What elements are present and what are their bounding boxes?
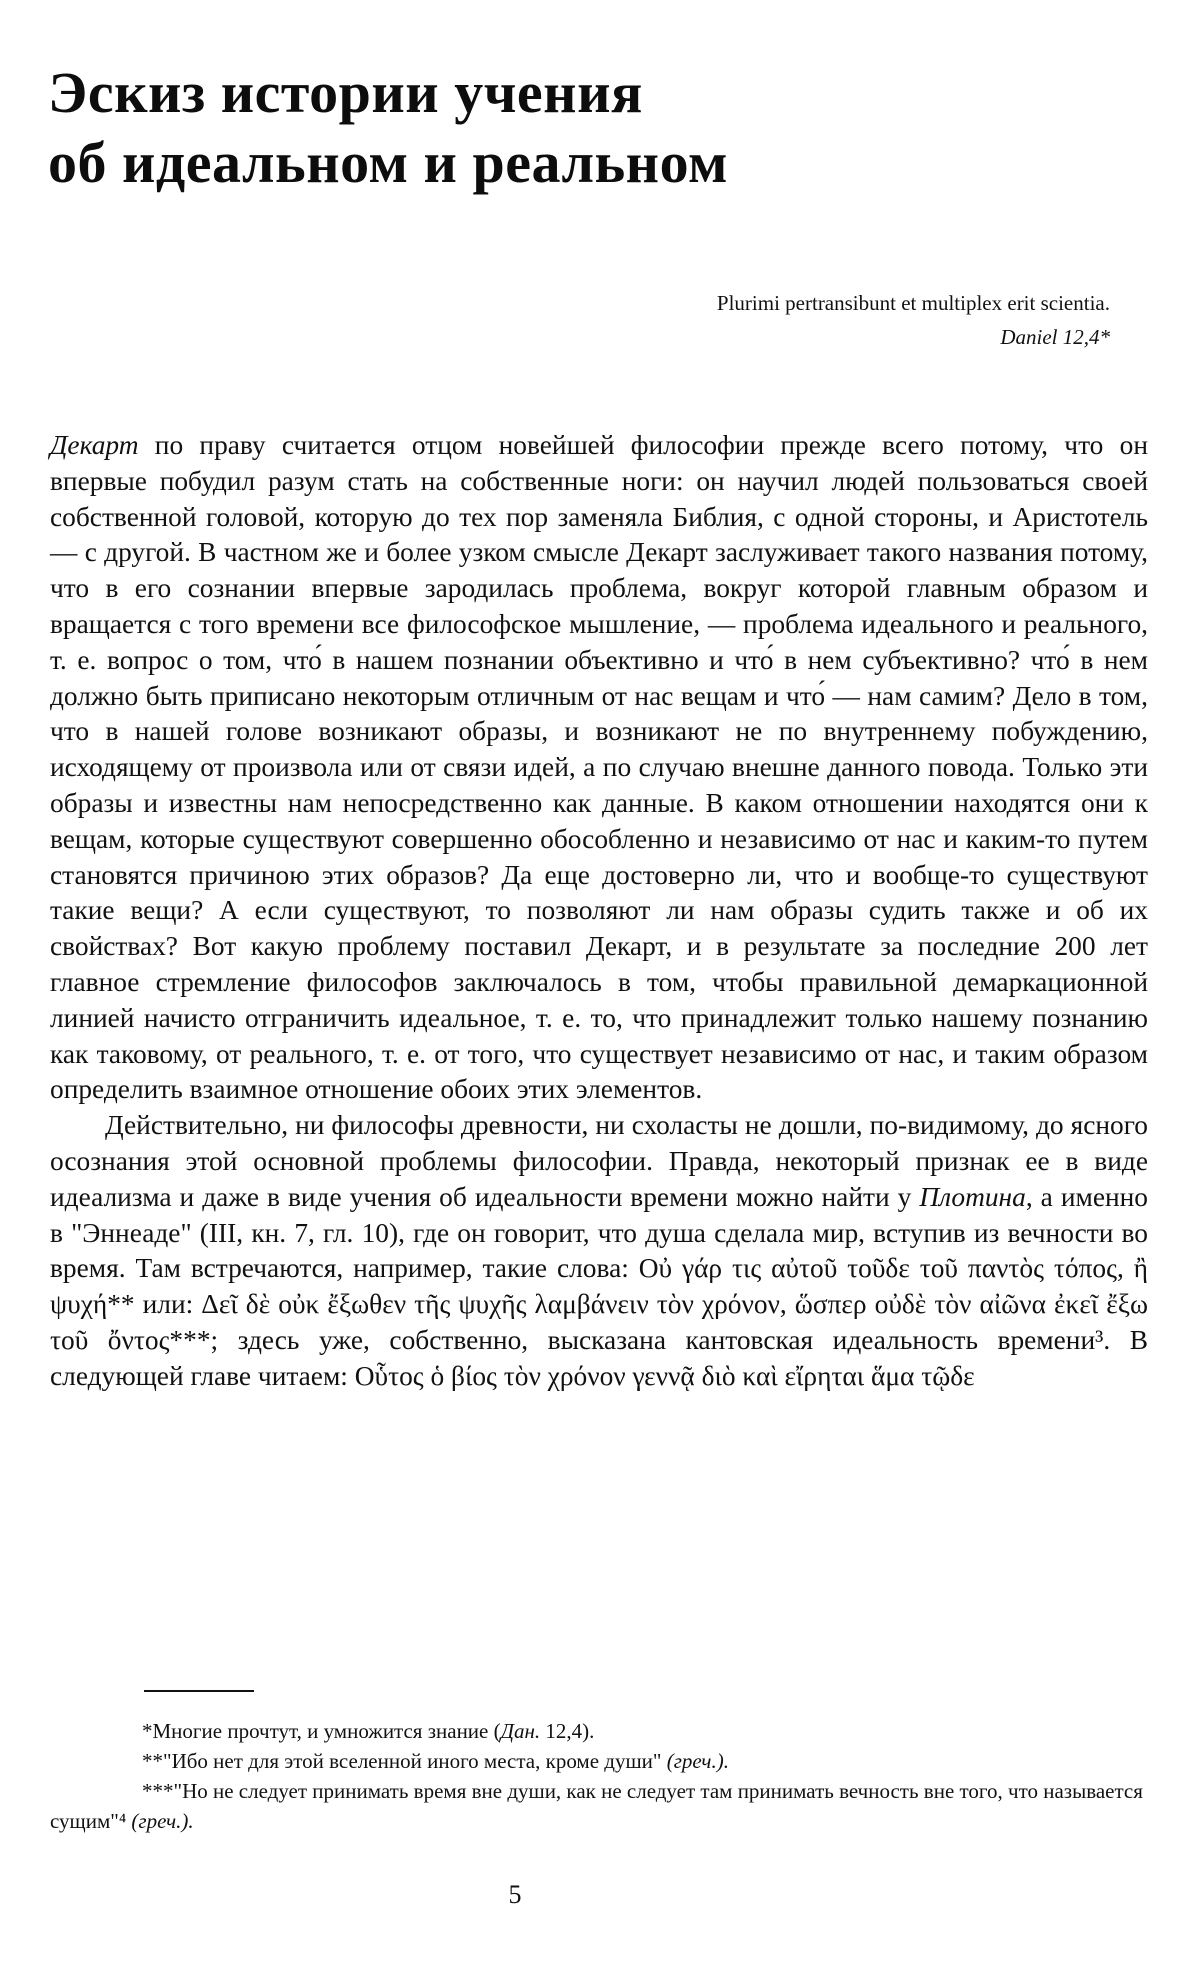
paragraph-2 [50, 1108, 1148, 1394]
footnote-3-mark: *** [142, 1779, 174, 1803]
paragraph-1-text: по праву считается отцом новейшей философии прежде всего потому, что он впервые побудил разум стать на собственные ноги: он научил людей пользоваться своей собственной головой, которую до тех пор заменяла Библия, с одной стороны, и Аристотель — с другой. В частном же и более узком смысле Декарт заслуживает такого названия потому, что в его сознании впервые зародилась проблема, вокруг которой главным образом и вращается с того времени все философское мышление, — проблема идеального и реального, т. е. вопрос о том, что́ в нашем познании объективно и что́ в нем субъективно? что́ в нем должно быть приписано некоторым отличным от нас вещам и что́ — нам самим? Дело в том, что в нашей голове возникают образы, и возникают не по внутреннему побуждению, исходящему от произвола или от связи идей, а по случаю внешне данного повода. Только эти образы и известны нам непосредственно как данные. В каком отношении находятся они к вещам, которые существуют совершенно обособленно и независимо от нас и каким-то путем становятся причиною этих образов? Да еще достоверно ли, что и вообще-то существуют такие вещи? А если существуют, то позволяют ли нам образы судить также и об их свойствах? Вот какую проблему поставил Декарт, и в результате за последние 200 лет главное стремление философов заключалось в том, чтобы правильной демаркационной линией начисто отграничить идеальное, т. е. то, что принадлежит только нашему познанию как таковому, от реального, т. е. от того, что существует независимо от нас, и таким образом определить взаимное отношение обоих этих элементов. [50, 430, 1148, 1105]
footnote-separator [144, 1690, 254, 1692]
footnote-2-mark: ** [142, 1749, 163, 1773]
footnotes [50, 1716, 1148, 1836]
footnote-2-italic: (греч.). [666, 1749, 729, 1773]
footnote-2-text: "Ибо нет для этой вселенной иного места, кроме души" [163, 1749, 667, 1773]
epigraph-source: Daniel 12,4* [1000, 325, 1110, 349]
footnote-1-text: Многие прочтут, и умножится знание ( [152, 1719, 501, 1743]
paragraph-2-part-2: , а именно в "Эннеаде" (III, кн. 7, гл. 10), где он говорит, что душа сделала мир, вступив из вечности во время. Там встречаются, например, такие слова: Οὐ γάρ τις αὐτοῦ τοῦδε τοῦ παντὸς τόπος, ἢ ψυχή** или: Δεῖ δὲ οὐκ ἔξωθεν τῆς ψυχῆς λαμβάνειν τὸν χρόνον, ὥσπερ οὐδὲ τὸν αἰῶνα ἐκεῖ ἔξω τοῦ ὄντος***; здесь уже, собственно, высказана кантовская идеальность времени³. В следующей главе читаем: Οὗτος ὁ βίος τὸν χρόνον γεννᾷ διὸ καὶ εἴρηται ἅμα τῷδε [50, 1181, 1148, 1391]
footnote-3-text: "Но не следует принимать время вне души, как не следует там принимать вечность вне того, что называется сущим"⁴ [50, 1779, 1143, 1833]
footnote-1-mark: * [142, 1719, 153, 1743]
chapter-title-line-2: об идеальном и реальном [48, 130, 729, 195]
footnote-2 [50, 1746, 1148, 1776]
footnote-3-italic: (греч.). [131, 1809, 194, 1833]
page-number: 5 [508, 1880, 522, 1909]
paragraph-1-lead-name: Декарт [50, 430, 139, 460]
footnote-3 [50, 1776, 1148, 1836]
chapter-title [48, 58, 948, 198]
paragraph-1 [50, 428, 1148, 1108]
footnote-1 [50, 1716, 1148, 1746]
paragraph-2-name: Плотина [919, 1181, 1026, 1212]
main-text [50, 428, 1148, 1395]
epigraph [410, 286, 1110, 354]
footnote-1-text-end: 12,4). [540, 1719, 595, 1743]
footnote-1-italic: Дан. [500, 1719, 541, 1743]
chapter-title-line-1: Эскиз истории учения [48, 60, 643, 125]
epigraph-text: Plurimi pertransibunt et multiplex erit scientia. [716, 291, 1110, 315]
paragraph-2-part-1: Действительно, ни философы древности, ни схоласты не дошли, по-видимому, до ясного осознания этой основной проблемы философии. Правда, некоторый признак ее в виде идеализма и даже в виде учения об идеальности времени можно найти у [50, 1110, 1148, 1212]
